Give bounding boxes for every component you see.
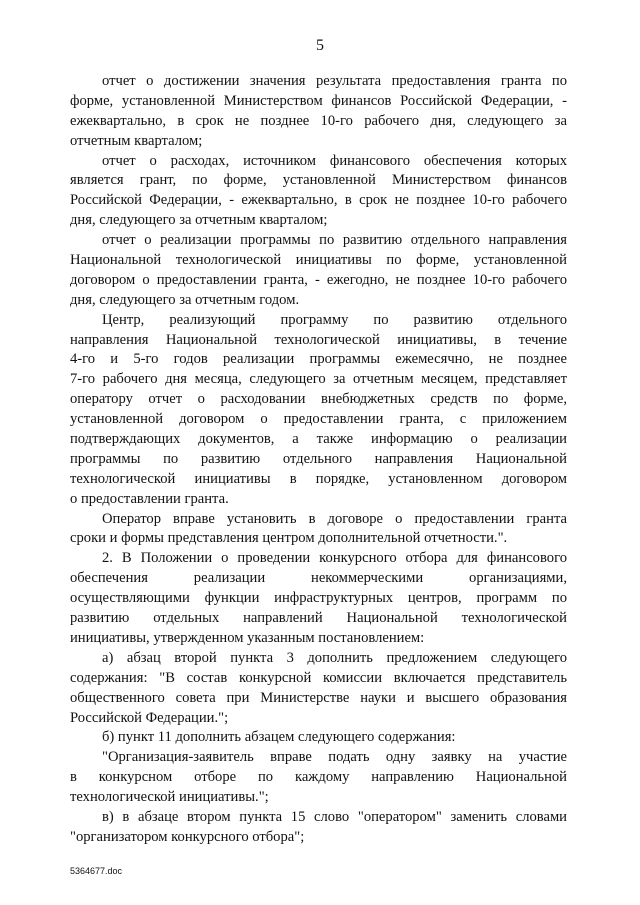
- text-line: о предоставлении гранта.: [70, 490, 229, 507]
- text-line: программы по развитию отдельного направления Национальной: [70, 450, 567, 467]
- text-line: инициативы, утвержденном указанным постановлением:: [70, 629, 425, 646]
- page-number: 5: [316, 37, 324, 54]
- text-line: в конкурсном отборе по каждому направлению Национальной: [70, 769, 567, 786]
- text-line: технологической инициативы в порядке, установленном договором: [70, 470, 567, 487]
- text-line: Российской Федерации, - ежеквартально, в срок не позднее 10-го рабочего: [70, 192, 567, 209]
- text-line: отчет о реализации программы по развитию отдельного направления: [102, 232, 567, 249]
- text-line: ежеквартально, в срок не позднее 10-го рабочего дня, следующего за: [70, 112, 567, 129]
- text-line: Центр, реализующий программу по развитию отдельного: [102, 311, 567, 328]
- text-line: осуществляющими функции инфраструктурных центров, программ по: [70, 590, 567, 607]
- text-line: 7-го рабочего дня месяца, следующего за отчетным месяцем, представляет: [70, 371, 567, 388]
- text-line: отчетным кварталом;: [70, 132, 203, 149]
- text-line: "организатором конкурсного отбора";: [70, 828, 305, 845]
- text-line: 2. В Положении о проведении конкурсного отбора для финансового: [102, 550, 567, 567]
- text-line: Оператор вправе установить в договоре о предоставлении гранта: [102, 510, 567, 527]
- text-line: сроки и формы представления центром дополнительной отчетности.".: [70, 530, 508, 547]
- text-line: 4-го и 5-го годов реализации программы ежемесячно, не позднее: [70, 351, 567, 368]
- text-line: технологической инициативы.";: [70, 789, 269, 806]
- text-line: форме, установленной Министерством финансов Российской Федерации, -: [70, 92, 567, 109]
- text-line: дня, следующего за отчетным кварталом;: [70, 212, 328, 229]
- text-line: б) пункт 11 дополнить абзацем следующего содержания:: [102, 729, 456, 746]
- text-line: обеспечения реализации некоммерческими организациями,: [70, 570, 567, 587]
- text-line: Российской Федерации.";: [70, 709, 229, 726]
- text-line: установленной договором о предоставлении гранта, с приложением: [70, 411, 567, 428]
- text-line: содержания: "В состав конкурсной комиссии включается представитель: [70, 669, 567, 686]
- text-line: Национальной технологической инициативы по форме, установленной: [70, 252, 567, 269]
- document-body: [70, 72, 567, 848]
- text-line: оператору отчет о расходовании внебюджетных средств по форме,: [70, 391, 567, 408]
- text-line: направления Национальной технологической инициативы, в течение: [70, 331, 567, 348]
- text-line: является грант, по форме, установленной Министерством финансов: [70, 172, 567, 189]
- text-line: общественного совета при Министерстве науки и высшего образования: [70, 689, 567, 706]
- text-line: "Организация-заявитель вправе подать одну заявку на участие: [102, 749, 567, 766]
- text-line: развитию отдельных направлений Национальной технологической: [70, 610, 567, 627]
- text-line: дня, следующего за отчетным годом.: [70, 291, 300, 308]
- file-name-footer: 5364677.doc: [70, 866, 123, 876]
- text-line: отчет о расходах, источником финансового обеспечения которых: [102, 152, 567, 169]
- text-line: договором о предоставлении гранта, - ежегодно, не позднее 10-го рабочего: [70, 271, 567, 288]
- text-line: подтверждающих документов, а также информацию о реализации: [70, 431, 567, 448]
- text-line: а) абзац второй пункта 3 дополнить предложением следующего: [102, 649, 567, 666]
- text-line: отчет о достижении значения результата предоставления гранта по: [102, 73, 567, 89]
- text-line: в) в абзаце втором пункта 15 слово "оператором" заменить словами: [102, 808, 567, 825]
